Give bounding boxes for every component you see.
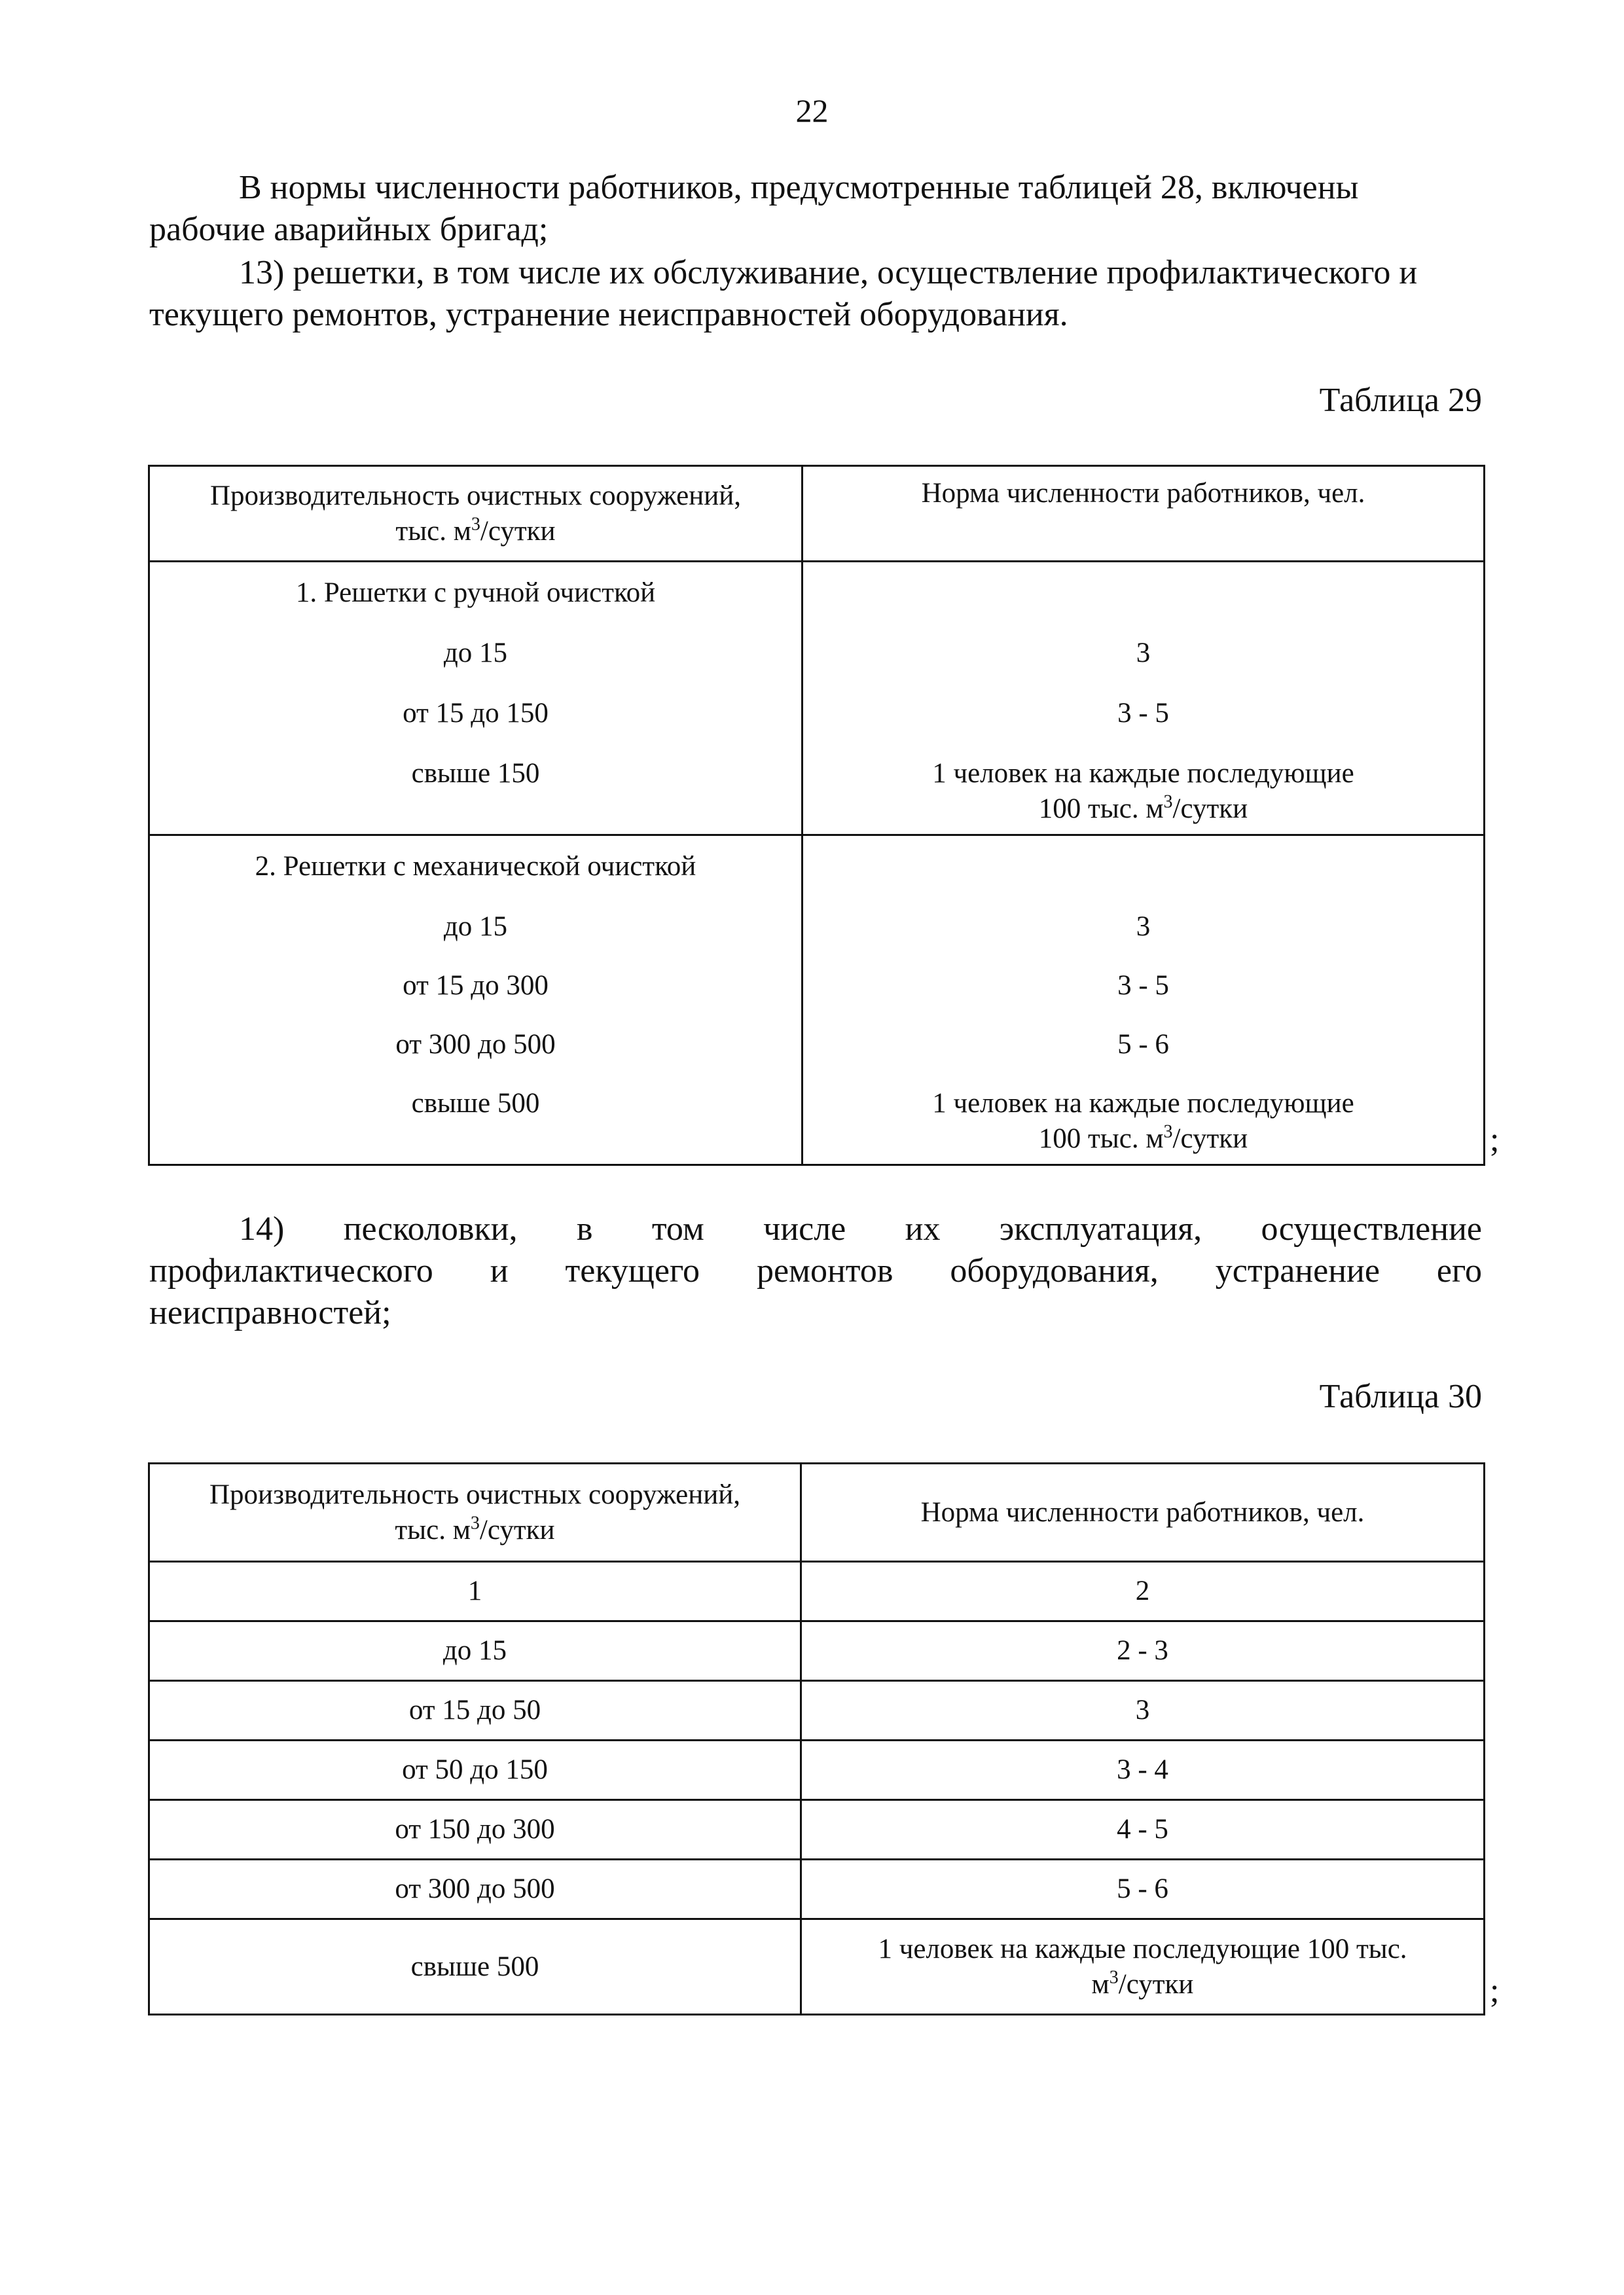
table29-s2-norm-4-line1: 1 человек на каждые последующие [932, 1088, 1354, 1119]
table30-numbering-row [149, 1562, 1485, 1621]
table30-header-capacity [149, 1464, 801, 1562]
table29 [148, 465, 1485, 1166]
table29-s2-norm-2: 3 - 5 [1117, 970, 1169, 1001]
table30-norm-last-line1: 1 человек на каждые последующие 100 тыс. [878, 1933, 1407, 1964]
table30-norm: 4 - 5 [801, 1800, 1485, 1860]
table29-s1-range-2: от 15 до 150 [403, 698, 549, 729]
table29-s1-norm-3-line2: 100 тыс. $м^3$/сутки [1038, 791, 1248, 824]
intro-paragraph-2-text: 13) решетки, в том числе их обслуживание, осуществление профилактического и текущего ремонтов, устранение неисправностей оборудования. [149, 254, 1418, 333]
paragraph-14 [149, 1208, 1482, 1334]
paragraph-14-line1: 14) песколовки, в том числе их эксплуатация, осуществление [239, 1210, 1482, 1248]
table30-norm: 2 - 3 [801, 1621, 1485, 1681]
table29-trailing-semicolon: ; [1490, 1121, 1500, 1159]
table29-s2-norm-3: 5 - 6 [1117, 1029, 1169, 1060]
table29-section2 [149, 835, 1485, 1165]
table30-header-capacity-line2: тыс. $м^3$/сутки [395, 1513, 555, 1545]
table-row [149, 1681, 1485, 1741]
paragraph-14-line3: неисправностей; [149, 1294, 391, 1331]
table29-s2-range-4: свыше 500 [411, 1088, 540, 1119]
table-row [149, 1741, 1485, 1800]
table30-norm: 5 - 6 [801, 1860, 1485, 1919]
table29-header-capacity-line2: тыс. $м^3$/сутки [395, 514, 556, 547]
table29-caption: Таблица 29 [1319, 382, 1482, 419]
table30-caption: Таблица 30 [1319, 1378, 1482, 1415]
table29-s1-range-1: до 15 [443, 638, 508, 668]
table29-section2-title: 2. Решетки с механической очисткой [255, 851, 696, 882]
table29-s1-norm-3-line1: 1 человек на каждые последующие [932, 758, 1354, 789]
table29-s1-norm-1: 3 [1136, 638, 1151, 668]
table29-s1-norm-2: 3 - 5 [1117, 698, 1169, 729]
paragraph-14-line2: профилактического и текущего ремонтов оборудования, устранение его [149, 1252, 1482, 1290]
table30-header-capacity-line1: Производительность очистных сооружений, [209, 1479, 740, 1510]
table29-section2-ranges [149, 835, 803, 1165]
table29-header-capacity [149, 466, 803, 562]
table30-norm-last [801, 1919, 1485, 2015]
page-number: 22 [795, 92, 829, 129]
table-row [149, 1800, 1485, 1860]
table29-section1-ranges [149, 562, 803, 835]
table30-range: до 15 [149, 1621, 801, 1681]
table29-s2-range-2: от 15 до 300 [403, 970, 549, 1001]
table-row [149, 1919, 1485, 2015]
table29-section1-norms [803, 562, 1485, 835]
table30-num-col2: 2 [801, 1562, 1485, 1621]
table30-header-row [149, 1464, 1485, 1562]
table30-trailing-semicolon: ; [1490, 1972, 1500, 2010]
table29-header-row [149, 466, 1485, 562]
table30-norm: 3 [801, 1681, 1485, 1741]
table30-norm-last-line2: $м^3$/сутки [1091, 1967, 1194, 2000]
table30-range: от 15 до 50 [149, 1681, 801, 1741]
table29-section1 [149, 562, 1485, 835]
table29-header-capacity-line1: Производительность очистных сооружений, [210, 480, 741, 511]
table30-range-last: свыше 500 [149, 1919, 801, 2015]
table29-s1-range-3: свыше 150 [411, 758, 540, 789]
table30 [148, 1462, 1485, 2015]
intro-paragraph-1-text: В нормы численности работников, предусмотренные таблицей 28, включены рабочие аварийных бригад; [149, 169, 1359, 248]
table29-header-norm: Норма численности работников, чел. [803, 466, 1485, 562]
table30-range: от 300 до 500 [149, 1860, 801, 1919]
table29-section1-title: 1. Решетки с ручной очисткой [295, 577, 656, 608]
intro-paragraph-1 [149, 167, 1482, 251]
table30-norm: 3 - 4 [801, 1741, 1485, 1800]
table30-num-col1: 1 [149, 1562, 801, 1621]
table30-header-norm: Норма численности работников, чел. [801, 1464, 1485, 1562]
table29-section2-norms [803, 835, 1485, 1165]
table-row [149, 1860, 1485, 1919]
intro-paragraph-2 [149, 252, 1482, 336]
table30-range: от 150 до 300 [149, 1800, 801, 1860]
table29-s2-range-1: до 15 [443, 911, 508, 942]
table29-s2-norm-1: 3 [1136, 911, 1151, 942]
table-row [149, 1621, 1485, 1681]
table29-s2-norm-4-line2: 100 тыс. $м^3$/сутки [1038, 1121, 1248, 1154]
table29-s2-range-3: от 300 до 500 [395, 1029, 556, 1060]
table30-range: от 50 до 150 [149, 1741, 801, 1800]
